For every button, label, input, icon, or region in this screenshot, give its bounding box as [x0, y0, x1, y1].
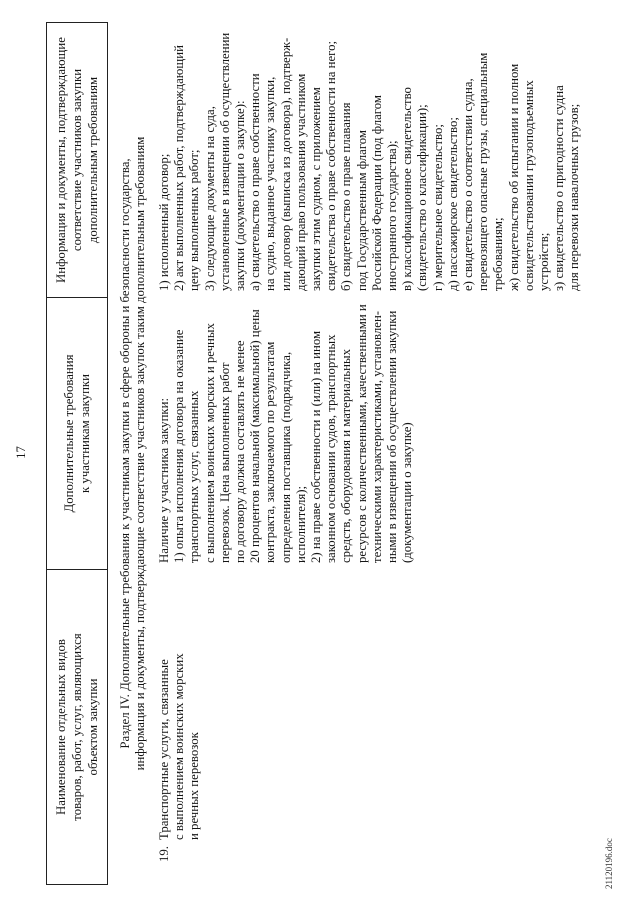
row-number: 19. — [157, 846, 171, 862]
section-title-line: Раздел IV. Дополнительные требования к участникам закупки в сфере обороны и безопасности государства, — [118, 158, 132, 749]
header-line: товаров, работ, услуг, являющихся — [70, 633, 84, 821]
header-documents-column — [47, 23, 107, 297]
documents-line: под Государственным флагом — [354, 129, 369, 291]
name-line: и речных перевозок — [187, 732, 202, 840]
section-title-line: информация и документы, подтверждающие соответствие участников закупок таким дополнительным требованиям — [133, 136, 147, 771]
header-line: соответствие участников закупки — [70, 68, 84, 252]
documents-line: освидетельствовании грузоподъемных — [521, 80, 536, 291]
header-requirements-column — [47, 297, 107, 569]
documents-line: иностранного государства); — [385, 140, 400, 291]
documents-line: (свидетельство о классификации); — [415, 104, 430, 291]
documents-line: ж) свидетельство об испытании и полном — [506, 63, 521, 291]
header-line: объектом закупки — [86, 678, 100, 776]
page-number: 17 — [14, 446, 28, 459]
header-line: Дополнительные требования — [62, 354, 76, 513]
row-documents-cell — [157, 23, 583, 297]
table-header-row — [46, 22, 108, 885]
requirements-line: контракта, заключаемого по результатам — [263, 341, 278, 563]
documents-line: г) мерительное свидетельство; — [430, 124, 445, 291]
documents-line: для перевозки навалочных грузов; — [567, 103, 582, 291]
documents-line: 2) акт выполненных работ, подтверждающий — [172, 45, 187, 291]
documents-line: 1) исполненный договор; — [157, 153, 171, 291]
documents-line: или договор (выписка из договора), подтверж- — [278, 37, 293, 291]
requirements-line: 20 процентов начальной (максимальной) цены — [248, 309, 263, 563]
documents-line: в) классификационное свидетельство — [400, 87, 415, 291]
documents-line: на судно, выданное участнику закупки, — [263, 76, 278, 291]
header-name-column — [47, 569, 107, 884]
documents-line: з) свидетельство о пригодности судна — [552, 85, 567, 291]
table-row — [157, 23, 583, 884]
requirements-line: 2) на праве собственности и (или) на ином — [309, 330, 324, 563]
requirements-line: (документации о закупке) — [400, 422, 415, 563]
section-title — [118, 22, 148, 885]
row-name-cell — [157, 569, 203, 884]
requirements-line: законном основании судов, транспортных — [324, 334, 339, 563]
documents-line: Российской Федерации (под флагом — [369, 95, 384, 291]
requirements-line: перевозок. Цена выполненных работ — [217, 362, 232, 563]
documents-line: д) пассажирское свидетельство; — [445, 117, 460, 291]
row-name-text — [157, 653, 203, 840]
row-requirements-cell — [157, 297, 415, 569]
requirements-line: техническими характеристиками, установлен- — [369, 310, 384, 563]
documents-line: б) свидетельство о праве плавания — [339, 102, 354, 291]
header-line: дополнительным требованиям — [86, 76, 100, 244]
documents-line: цену выполненных работ; — [187, 149, 202, 291]
requirements-line: ресурсов с количественными, качественными и — [354, 304, 369, 563]
name-line: Транспортные услуги, связанные — [157, 659, 171, 840]
documents-line: дающий право пользования участником — [293, 73, 308, 291]
documents-line: 3) следующие документы на суда, — [202, 106, 217, 291]
requirements-line: исполнителя); — [293, 485, 308, 563]
documents-line: устройств; — [537, 232, 552, 291]
requirements-line: ными в извещении об осуществлении закупки — [385, 310, 400, 563]
header-line: Наименование отдельных видов — [54, 639, 68, 815]
requirements-line: 1) опыта исполнения договора на оказание — [172, 329, 187, 563]
requirements-line: по договору должна составлять не менее — [233, 340, 248, 563]
header-line: Информация и документы, подтверждающие — [54, 37, 68, 283]
documents-line: а) свидетельство о праве собственности — [248, 73, 263, 291]
documents-line: перевозящего опасные грузы, специальным — [476, 52, 491, 291]
documents-line: е) свидетельство о соответствии судна, — [461, 78, 476, 291]
requirements-line: средств, оборудования и материальных — [339, 349, 354, 563]
documents-line: закупки (документации о закупке): — [233, 100, 248, 291]
documents-line: установленные в извещении об осуществлении — [217, 32, 232, 291]
footer-file-name: 21120196.doc — [604, 838, 614, 889]
requirements-line: с выполнением воинских морских и речных — [202, 323, 217, 563]
header-line: к участникам закупки — [78, 374, 92, 493]
documents-line: свидетельства о праве собственности на него; — [324, 40, 339, 291]
documents-line: закупки этим судном, с приложением — [309, 87, 324, 291]
requirements-line: определения поставщика (подрядчика, — [278, 351, 293, 563]
documents-line: требованиям; — [491, 217, 506, 291]
requirements-line: транспортных услуг, связанных — [187, 390, 202, 563]
name-line: с выполнением воинских морских — [172, 653, 187, 840]
requirements-line: Наличие у участника закупки: — [157, 397, 171, 563]
